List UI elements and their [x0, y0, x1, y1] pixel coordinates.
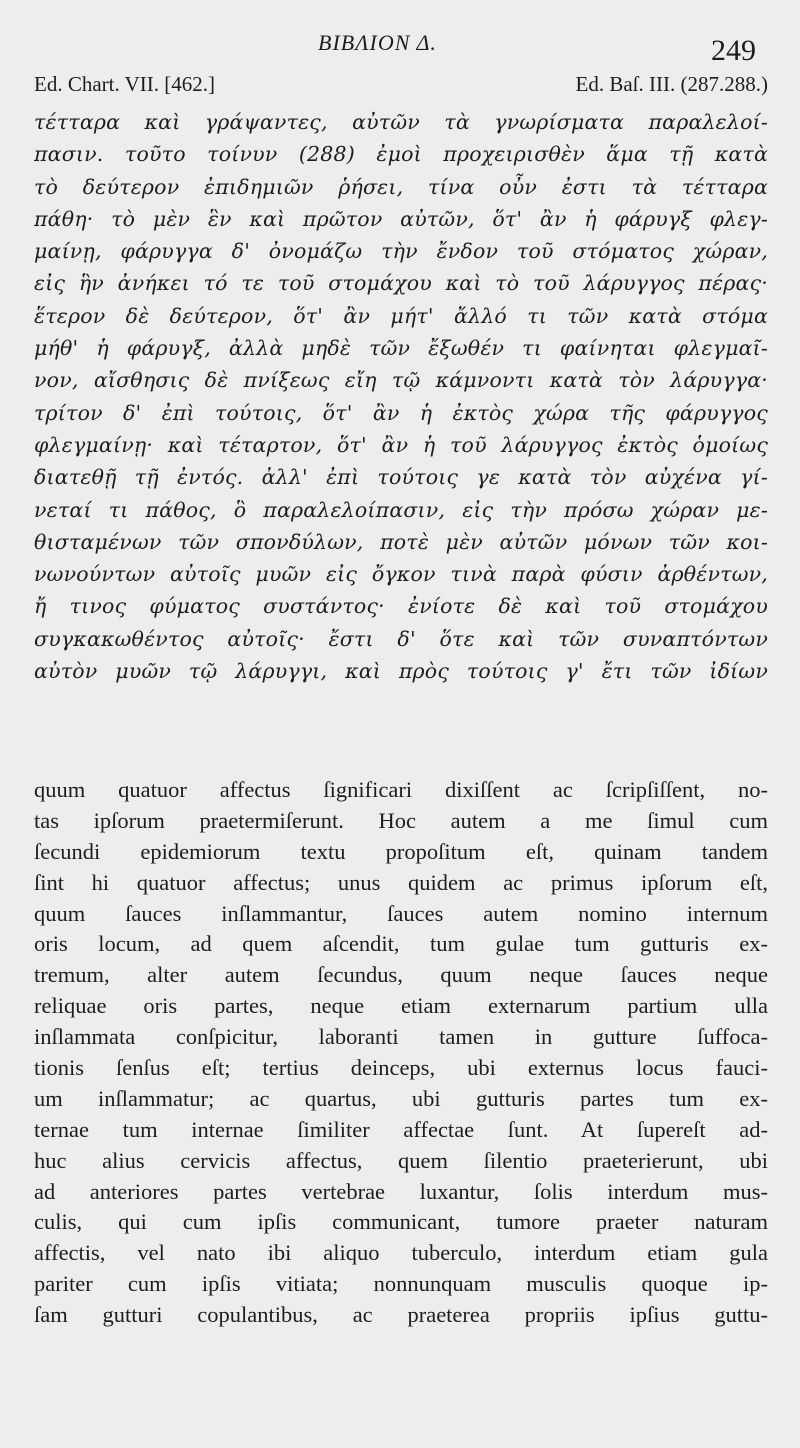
greek-line: ἕτερον δὲ δεύτερον, ὅτ' ἂν μήτ' ἄλλό τι τῶν κατὰ στόμα	[34, 303, 768, 328]
greek-text-block	[34, 106, 768, 687]
greek-line: νεταί τι πάθος, ὃ παραλελοίπασιν, εἰς τὴν πρόσω χώραν με-	[34, 497, 768, 522]
latin-line: ternae tum internae ſimiliter affectae ſunt. At ſupereſt ad-	[34, 1116, 768, 1142]
book-title: BIBΛΙΟΝ Δ.	[318, 30, 437, 55]
latin-line: huc alius cervicis affectus, quem ſilentio praeterierunt, ubi	[34, 1147, 768, 1173]
latin-line: culis, qui cum ipſis communicant, tumore praeter naturam	[34, 1209, 768, 1235]
greek-line: αὐτὸν μυῶν τῷ λάρυγγι, καὶ πρὸς τούτοις γ' ἔτι τῶν ἰδίων	[34, 659, 768, 684]
greek-line: πάθη· τὸ μὲν ἓν καὶ πρῶτον αὐτῶν, ὅτ' ἂν ἡ φάρυγξ φλεγ-	[34, 206, 768, 231]
edition-basel-reference: Ed. Baſ. III. (287.288.)	[575, 72, 768, 96]
greek-line: ἤ τινος φύματος συστάντος· ἐνίοτε δὲ καὶ τοῦ στομάχου	[34, 594, 768, 619]
edition-chartier-reference: Ed. Chart. VII. [462.]	[34, 72, 215, 96]
greek-line: εἰς ἣν ἀνήκει τό τε τοῦ στομάχου καὶ τὸ τοῦ λάρυγγος πέρας·	[34, 271, 768, 296]
latin-line: quum quatuor affectus ſignificari dixiſſent ac ſcripſiſſent, no-	[34, 777, 768, 802]
greek-line: τὸ δεύτερον ἐπιδημιῶν ῥήσει, τίνα οὖν ἐστι τὰ τέτταρα	[34, 174, 768, 199]
latin-line: ſecundi epidemiorum textu propoſitum eſt, quinam tandem	[34, 838, 768, 864]
latin-line: inſlammata conſpicitur, laboranti tamen in gutture ſuffoca-	[34, 1024, 768, 1050]
greek-line: νωνούντων αὐτοῖς μυῶν εἰς ὄγκον τινὰ παρὰ φύσιν ἀρθέντων,	[34, 562, 768, 587]
latin-line: affectis, vel nato ibi aliquo tuberculo, interdum etiam gula	[34, 1240, 768, 1266]
greek-line: νον, αἴσθησις δὲ πνίξεως εἴη τῷ κάμνοντι κατὰ τὸν λάρυγγα·	[34, 368, 768, 393]
greek-line: πασιν. τοῦτο τοίνυν (288) ἐμοὶ προχειρισθὲν ἅμα τῇ κατὰ	[34, 142, 768, 167]
greek-line: μήθ' ἡ φάρυγξ, ἀλλὰ μηδὲ τῶν ἔξωθέν τι φαίνηται φλεγμαῖ-	[34, 336, 768, 361]
latin-line: ad anteriores partes vertebrae luxantur, ſolis interdum mus-	[34, 1178, 768, 1204]
greek-line: συγκακωθέντος αὐτοῖς· ἔστι δ' ὅτε καὶ τῶν συναπτόντων	[34, 626, 768, 651]
greek-line: διατεθῇ τῇ ἐντός. ἀλλ' ἐπὶ τούτοις γε κατὰ τὸν αὐχένα γί-	[34, 465, 768, 490]
latin-text-block	[34, 775, 768, 1331]
page-number: 249	[711, 34, 756, 67]
latin-line: tremum, alter autem ſecundus, quum neque ſauces neque	[34, 962, 768, 988]
latin-line: ſam gutturi copulantibus, ac praeterea propriis ipſius guttu-	[34, 1302, 768, 1328]
latin-line: um inſlammatur; ac quartus, ubi gutturis partes tum ex-	[34, 1085, 768, 1111]
latin-line: tionis ſenſus eſt; tertius deinceps, ubi externus locus fauci-	[34, 1055, 768, 1081]
running-head	[0, 28, 800, 68]
latin-line: tas ipſorum praetermiſerunt. Hoc autem a me ſimul cum	[34, 807, 768, 833]
latin-line: pariter cum ipſis vitiata; nonnunquam musculis quoque ip-	[34, 1271, 768, 1297]
latin-line: oris locum, ad quem aſcendit, tum gulae tum gutturis ex-	[34, 931, 768, 957]
greek-line: μαίνῃ, φάρυγγα δ' ὀνομάζω τὴν ἔνδον τοῦ στόματος χώραν,	[34, 239, 768, 264]
greek-line: θισταμένων τῶν σπονδύλων, ποτὲ μὲν αὐτῶν μόνων τῶν κοι-	[34, 529, 768, 554]
greek-line: φλεγμαίνῃ· καὶ τέταρτον, ὅτ' ἂν ἡ τοῦ λάρυγγος ἐκτὸς ὁμοίως	[34, 432, 768, 457]
latin-line: quum ſauces inſlammantur, ſauces autem nomino internum	[34, 900, 768, 926]
latin-line: reliquae oris partes, neque etiam externarum partium ulla	[34, 993, 768, 1019]
greek-line: τρίτον δ' ἐπὶ τούτοις, ὅτ' ἂν ἡ ἐκτὸς χώρα τῆς φάρυγγος	[34, 400, 768, 425]
greek-line: τέτταρα καὶ γράψαντες, αὐτῶν τὰ γνωρίσματα παραλελοί-	[34, 110, 768, 134]
latin-line: ſint hi quatuor affectus; unus quidem ac primus ipſorum eſt,	[34, 869, 768, 895]
